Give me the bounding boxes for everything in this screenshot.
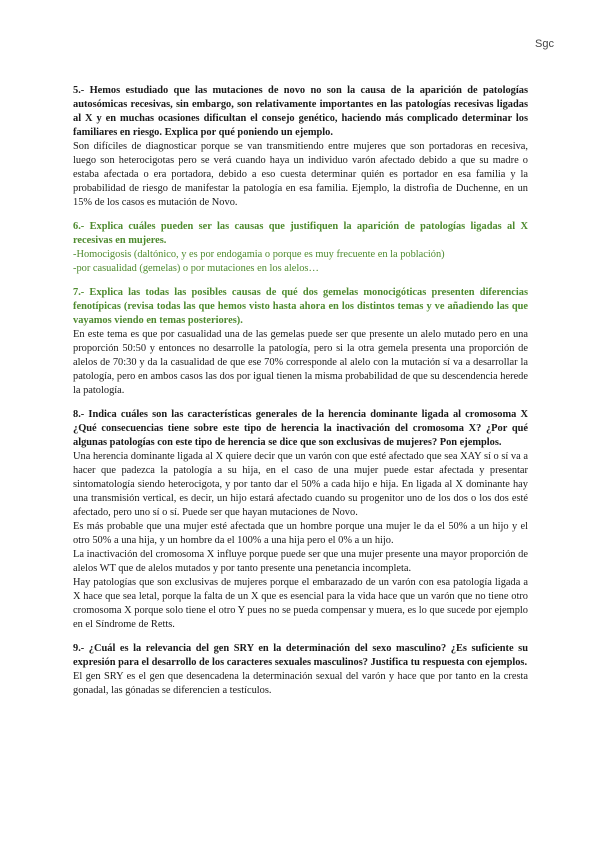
answer-7-paragraph: En este tema es que por casualidad una de las gemelas puede ser que presente un alelo mutado pero en una proporción 50:50 y entonces no desarrolle la patología, pero si la otra gemela presenta una proporción de alelos de 70:30 y da la casualidad de que ese 70% corresponde al alelo con la mutación sí va a desarrollar la patología, pero en ambos casos las dos por igual tienen la misma probabilidad de que su descendencia herede la patología. [73,329,528,396]
answer-8-paragraph-3: La inactivación del cromosoma X influye porque puede ser que una mujer presente una mayor proporción de alelos WT que de alelos mutados y por tanto presente una penetancia incompleta. [73,549,528,574]
document-body [73,84,528,708]
answer-8-paragraph-4: Hay patologías que son exclusivas de mujeres porque el embarazado de un varón con esa patología ligada a X hace que sea letal, porque la falta de un X que es esencial para la vida hace que un varón que no tiene otro cromosoma X porque solo tiene el otro Y pues no se pueda compensar y muera, es lo que sucede por ejemplo en el Síndrome de Retts. [73,577,528,630]
question-5: 5.- Hemos estudiado que las mutaciones de novo no son la causa de la aparición de patologías autosómicas recesivas, sin embargo, son relativamente importantes en las patologías recesivas ligadas al X y en muchas ocasiones dificultan el consejo genético, haciendo más complicado determinar los familiares en riesgo. Explica por qué poniendo un ejemplo. [73,85,528,138]
question-7: 7.- Explica las todas las posibles causas de qué dos gemelas monocigóticas presenten diferencias fenotípicas (revisa todas las que hemos visto hasta ahora en los distintos temas y ve añadiendo las que vayamos viendo en temas posteriores). [73,287,528,326]
answer-8-paragraph-2: Es más probable que una mujer esté afectada que un hombre porque una mujer le da el 50% a un hijo y el otro 50% a una hija, y un hombre da el 100% a una hija pero el 0% a un hijo. [73,521,528,546]
question-9-section [73,642,528,698]
answer-6-line-2: -por casualidad (gemelas) o por mutaciones en los alelos… [73,263,319,274]
question-6: 6.- Explica cuáles pueden ser las causas que justifiquen la aparición de patologías ligadas al X recesivas en mujeres. [73,221,528,246]
question-8: 8.- Indica cuáles son las características generales de la herencia dominante ligada al cromosoma X ¿Qué consecuencias tiene sobre este tipo de herencia la inactivación del cromosoma X? ¿Por qué algunas patologías con este tipo de herencia se dice que son exclusivas de mujeres? Pon ejemplos. [73,409,528,448]
question-6-section [73,220,528,276]
header-tag: Sgc [535,38,554,50]
question-9: 9.- ¿Cuál es la relevancia del gen SRY en la determinación del sexo masculino? ¿Es suficiente su expresión para el desarrollo de los caracteres sexuales masculinos? Justifica tu respuesta con ejemplos. [73,643,528,668]
question-5-section [73,84,528,210]
answer-6-line-1: -Homocigosis (daltónico, y es por endogamia o porque es muy frecuente en la población) [73,249,445,260]
answer-5-paragraph: Son difíciles de diagnosticar porque se van transmitiendo entre mujeres que son portadoras en recesiva, luego son heterocigotas pero se verá cuando haya un individuo varón afectado debido a que su madre o estaba afectada o era portadora, debido a eso cuesta determinar quién es portador en esa familia y la probabilidad de riesgo de manifestar la patología en esa familia. Ejemplo, la distrofia de Duchenne, en un 15% de los casos es mutación de Novo. [73,141,528,208]
question-7-section [73,286,528,398]
answer-8-paragraph-1: Una herencia dominante ligada al X quiere decir que un varón con que esté afectado que sea XAY sí o sí va a hacer que padezca la patología a su hija, en el caso de una mujer puede estar afectada y presentar sintomatología siendo heterocigota, y por tanto dar el 50% a cada hijo e hija. En ligada al X dominante hay una transmisión vertical, es decir, un hijo estará afectado cuando su progenitor uno de los dos o los dos esté afectado, pero uno sí o sí. Puede ser que hayan mutaciones de Novo. [73,451,528,518]
answer-9-paragraph: El gen SRY es el gen que desencadena la determinación sexual del varón y hace que por tanto en la cresta gonadal, las gónadas se diferencien a testículos. [73,671,528,696]
question-8-section [73,408,528,632]
